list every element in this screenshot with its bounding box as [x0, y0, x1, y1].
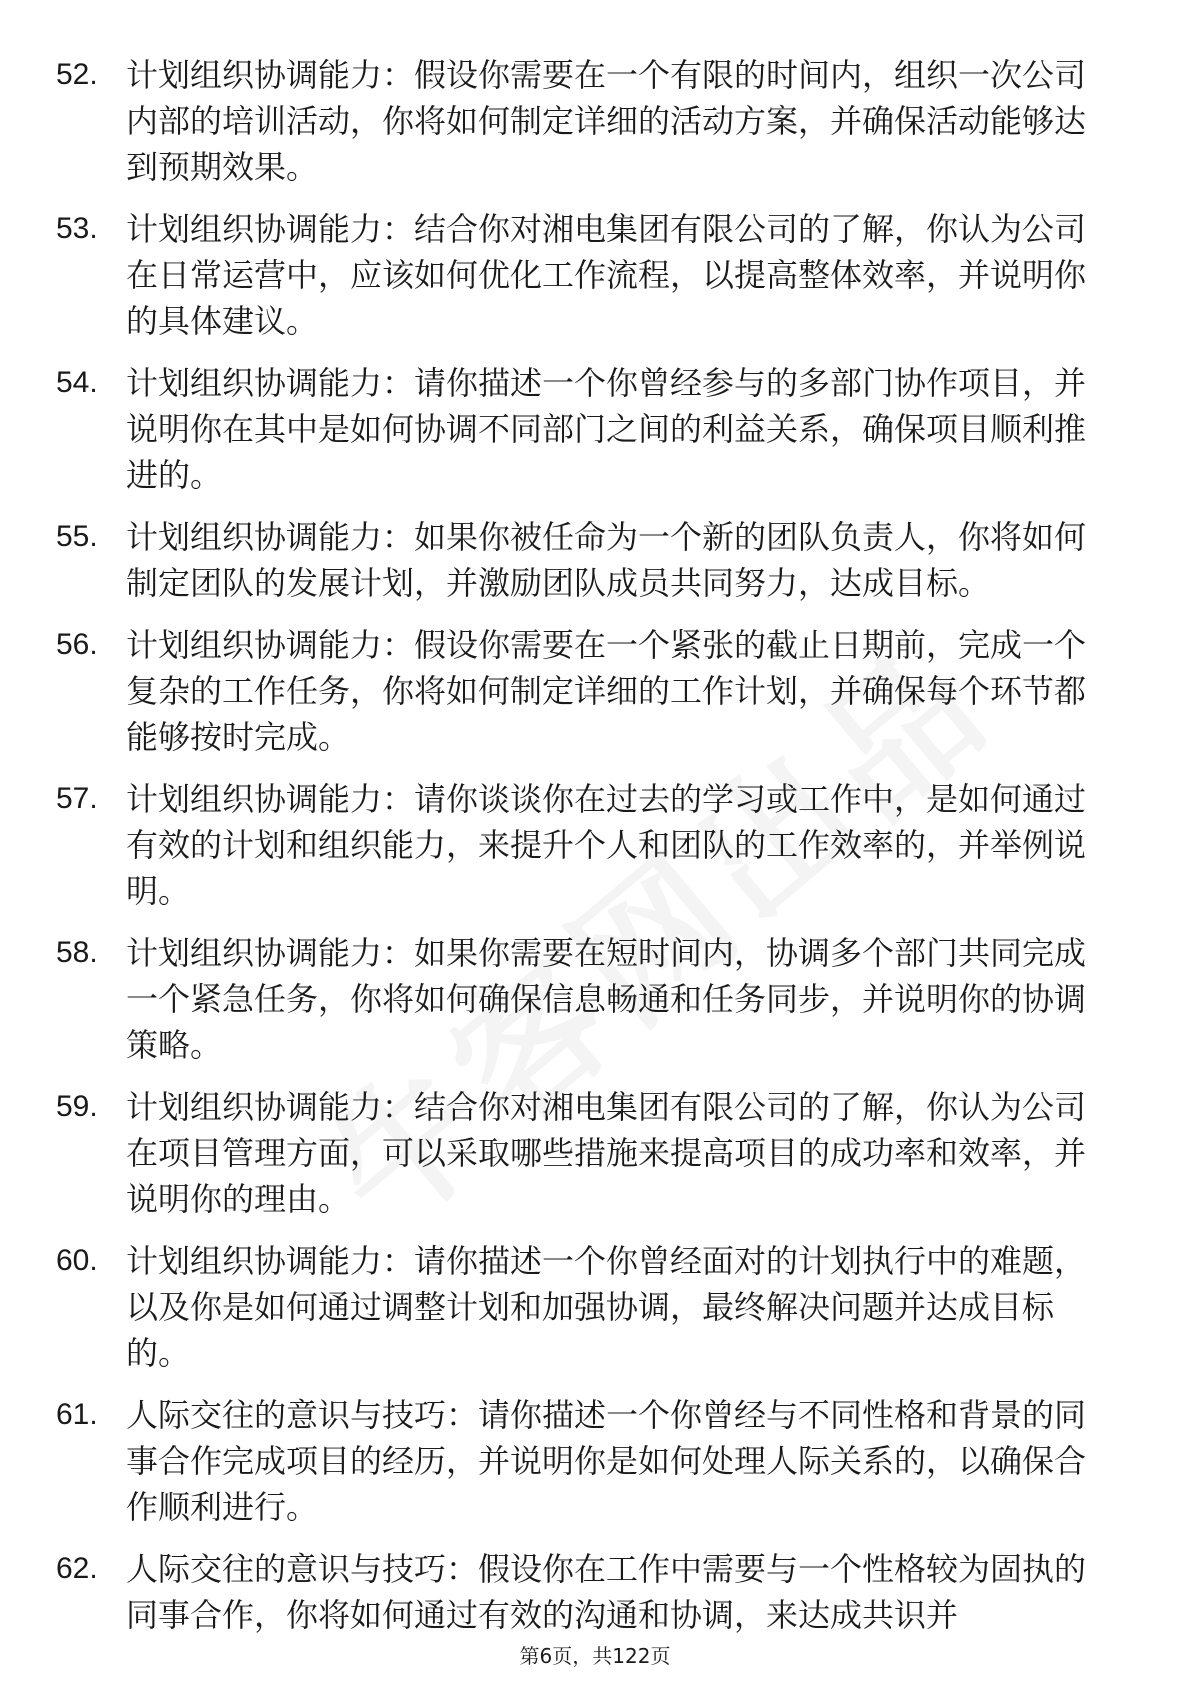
list-item: [56, 1084, 1116, 1222]
question-text: 计划组织协调能力：假设你需要在一个有限的时间内，组织一次公司内部的培训活动，你将如何制定详细的活动方案，并确保活动能够达到预期效果。: [126, 56, 1087, 186]
list-item: [56, 622, 1116, 760]
question-number: 55.: [56, 520, 98, 553]
question-text: 计划组织协调能力：请你描述一个你曾经面对的计划执行中的难题，以及你是如何通过调整计划和加强协调，最终解决问题并达成目标的。: [126, 1242, 1087, 1372]
question-number: 56.: [56, 628, 98, 661]
question-number: 59.: [56, 1090, 98, 1123]
list-item: [56, 776, 1116, 914]
question-text: 计划组织协调能力：结合你对湘电集团有限公司的了解，你认为公司在项目管理方面，可以采取哪些措施来提高项目的成功率和效率，并说明你的理由。: [126, 1088, 1087, 1218]
list-item: [56, 206, 1116, 344]
list-item: [56, 360, 1116, 498]
question-number: 58.: [56, 936, 98, 969]
question-text: 计划组织协调能力：如果你需要在短时间内，协调多个部门共同完成一个紧急任务，你将如何确保信息畅通和任务同步，并说明你的协调策略。: [126, 934, 1087, 1064]
list-item: [56, 52, 1116, 190]
question-text: 人际交往的意识与技巧：请你描述一个你曾经与不同性格和背景的同事合作完成项目的经历，并说明你是如何处理人际关系的，以确保合作顺利进行。: [126, 1396, 1087, 1526]
question-number: 54.: [56, 366, 98, 399]
question-number: 52.: [56, 58, 98, 91]
list-item: [56, 930, 1116, 1068]
list-item: [56, 1238, 1116, 1376]
question-number: 60.: [56, 1244, 98, 1277]
list-item: [56, 1392, 1116, 1530]
question-text: 计划组织协调能力：请你描述一个你曾经参与的多部门协作项目，并说明你在其中是如何协调不同部门之间的利益关系，确保项目顺利推进的。: [126, 364, 1087, 494]
question-text: 计划组织协调能力：结合你对湘电集团有限公司的了解，你认为公司在日常运营中，应该如何优化工作流程，以提高整体效率，并说明你的具体建议。: [126, 210, 1087, 340]
question-number: 62.: [56, 1552, 98, 1585]
question-number: 61.: [56, 1398, 98, 1431]
question-text: 计划组织协调能力：假设你需要在一个紧张的截止日期前，完成一个复杂的工作任务，你将如何制定详细的工作计划，并确保每个环节都能够按时完成。: [126, 626, 1087, 756]
page-footer: 第6页，共122页: [519, 1644, 671, 1668]
question-text: 计划组织协调能力：请你谈谈你在过去的学习或工作中，是如何通过有效的计划和组织能力，来提升个人和团队的工作效率的，并举例说明。: [126, 780, 1087, 910]
question-list: [56, 52, 1116, 1654]
question-text: 计划组织协调能力：如果你被任命为一个新的团队负责人，你将如何制定团队的发展计划，并激励团队成员共同努力，达成目标。: [126, 518, 1087, 602]
question-number: 57.: [56, 782, 98, 815]
question-number: 53.: [56, 212, 98, 245]
list-item: [56, 1546, 1116, 1638]
list-item: [56, 514, 1116, 606]
question-text: 人际交往的意识与技巧：假设你在工作中需要与一个性格较为固执的同事合作，你将如何通过有效的沟通和协调，来达成共识并: [126, 1550, 1087, 1634]
